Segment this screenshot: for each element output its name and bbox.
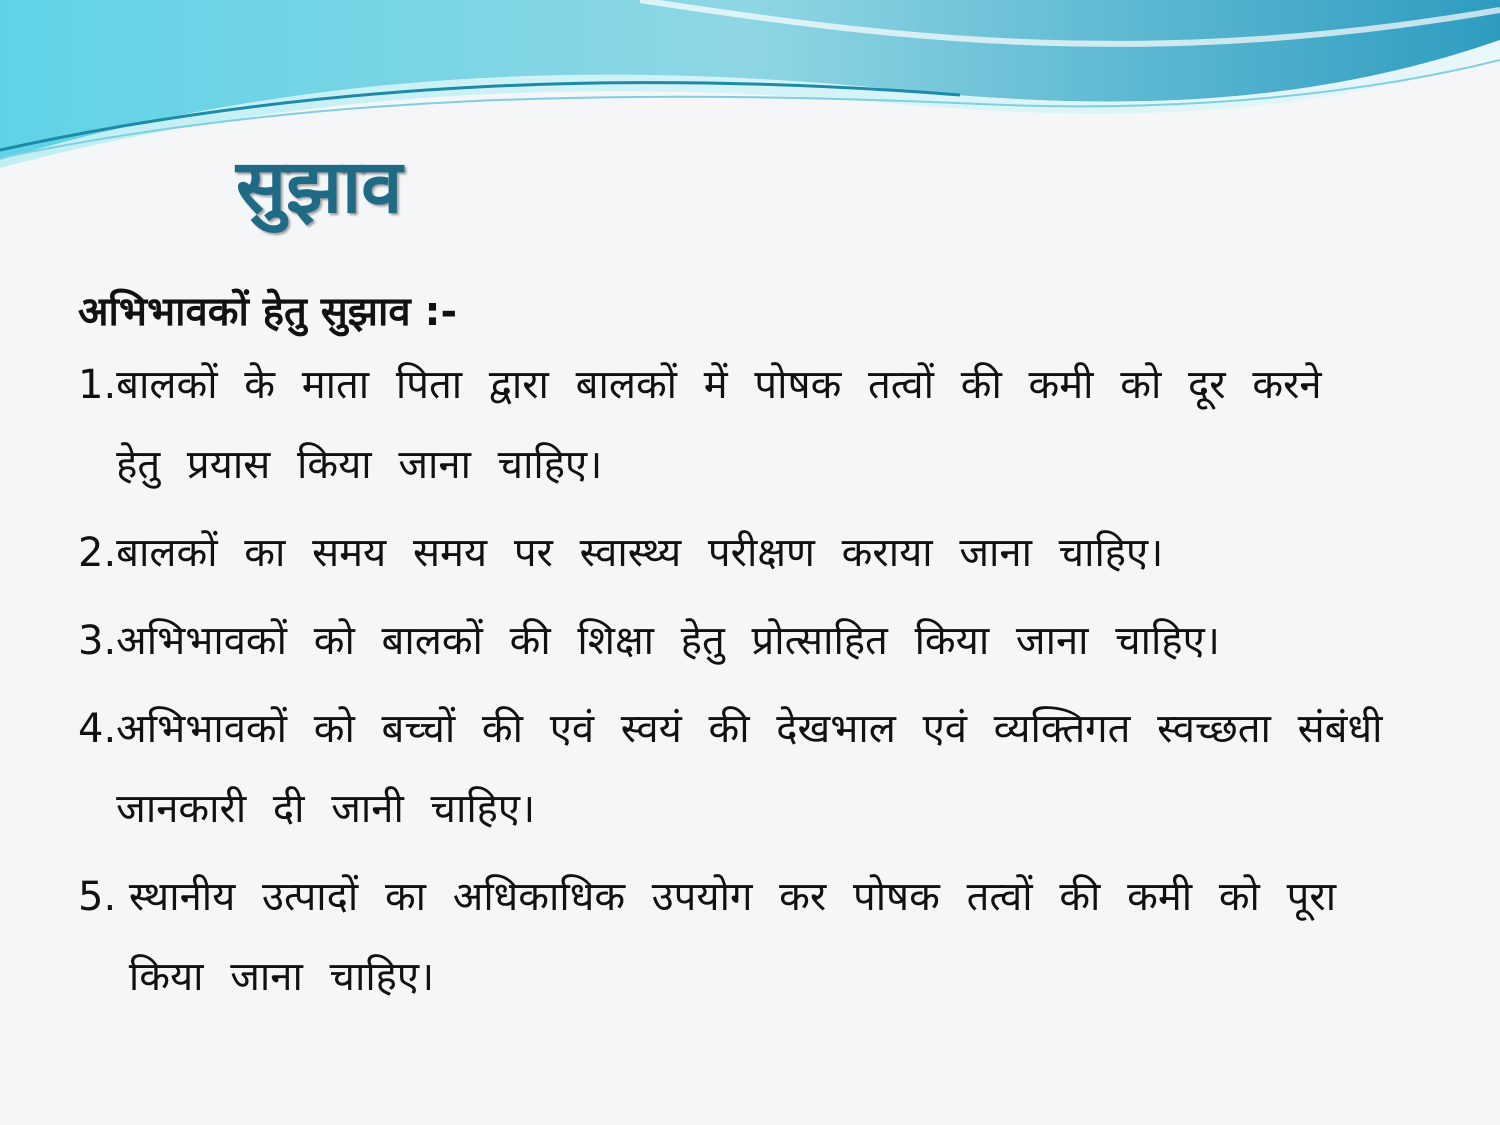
- list-item-text: बालकों के माता पिता द्वारा बालकों में पोषक तत्वों की कमी को दूर करने हेतु प्रयास किया जाना चाहिए।: [116, 362, 1322, 488]
- slide-content: [78, 283, 1388, 1025]
- list-item-text: अभिभावकों को बालकों की शिक्षा हेतु प्रोत्साहित किया जाना चाहिए।: [116, 618, 1220, 664]
- list-item-text: बालकों का समय समय पर स्वास्थ्य परीक्षण कराया जाना चाहिए।: [116, 530, 1164, 576]
- slide-title: सुझाव: [236, 144, 403, 230]
- list-item-number: 5.: [78, 874, 129, 920]
- section-heading: अभिभावकों हेतु सुझाव :-: [78, 289, 458, 335]
- list-item: [78, 345, 1388, 505]
- list-item: [78, 689, 1388, 849]
- list-item-number: 4.: [78, 706, 117, 752]
- list-item: [78, 601, 1388, 681]
- header-wave-decoration: [0, 0, 1500, 200]
- list-item-text: अभिभावकों को बच्चों की एवं स्वयं की देखभाल एवं व्यक्तिगत स्वच्छता संबंधी जानकारी दी जानी चाहिए।: [116, 706, 1383, 832]
- list-item-number: 1.: [78, 362, 117, 408]
- list-item: [78, 857, 1388, 1017]
- list-item-text: स्थानीय उत्पादों का अधिकाधिक उपयोग कर पोषक तत्वों की कमी को पूरा किया जाना चाहिए।: [128, 874, 1337, 1000]
- list-item: [78, 513, 1388, 593]
- list-item-number: 2.: [78, 530, 117, 576]
- list-item-number: 3.: [78, 618, 117, 664]
